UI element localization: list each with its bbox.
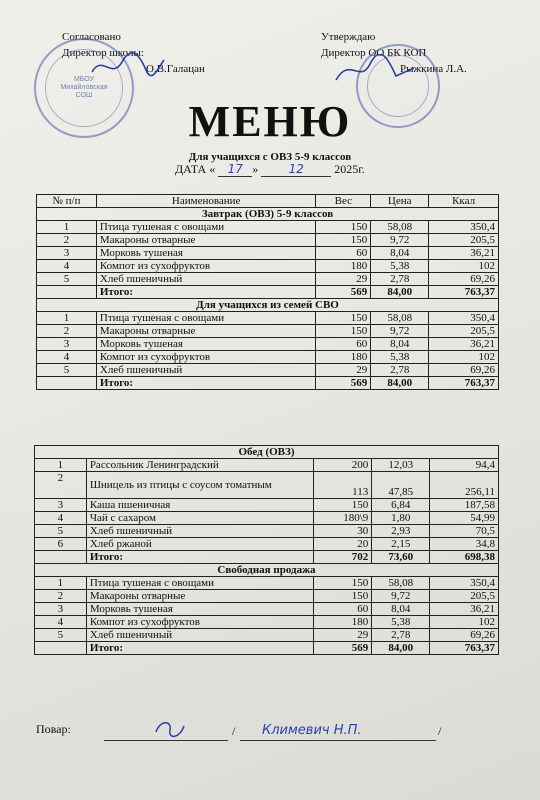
table-cell: 5,38 <box>371 351 429 364</box>
cook-signature-line <box>104 740 228 741</box>
table-cell: 2 <box>37 325 97 338</box>
table-cell: 69,26 <box>429 273 499 286</box>
table-row <box>37 325 499 338</box>
table-cell: Птица тушеная с овощами <box>96 312 316 325</box>
table-cell: 205,5 <box>430 590 499 603</box>
cook-slash-left: / <box>232 724 236 738</box>
table-cell: Хлеб пшеничный <box>96 364 316 377</box>
table-cell: Хлеб пшеничный <box>96 273 316 286</box>
table-cell: Макароны отварные <box>96 234 316 247</box>
table-cell: Птица тушеная с овощами <box>96 221 316 234</box>
table-cell: 569 <box>316 377 371 390</box>
lunch-table <box>34 445 499 655</box>
table-row <box>35 616 499 629</box>
table-cell: 34,8 <box>430 538 499 551</box>
table-cell <box>37 286 97 299</box>
table-cell <box>37 377 97 390</box>
col-header-price: Цена <box>371 195 429 208</box>
table-cell: 29 <box>316 273 371 286</box>
table-cell: Компот из сухофруктов <box>96 260 316 273</box>
col-header-num: № п/п <box>37 195 97 208</box>
school-director-label: Директор школы: <box>62 47 144 59</box>
table-cell: 2,78 <box>371 364 429 377</box>
table-cell: 180\9 <box>314 512 372 525</box>
section-title: Обед (ОВЗ) <box>35 446 499 459</box>
table-cell: 2,78 <box>371 273 429 286</box>
table-cell: 180 <box>314 616 372 629</box>
table-cell: 205,5 <box>429 234 499 247</box>
table-cell: 2 <box>37 234 97 247</box>
table-cell: 9,72 <box>371 325 429 338</box>
table-row <box>37 312 499 325</box>
col-header-name: Наименование <box>96 195 316 208</box>
table-cell: 1 <box>35 459 87 472</box>
table-cell: 5 <box>35 629 87 642</box>
table-cell: 36,21 <box>430 603 499 616</box>
date-line <box>175 162 365 177</box>
table-cell: 8,04 <box>371 247 429 260</box>
date-year: 2025г. <box>334 162 365 176</box>
table-cell: 763,37 <box>429 377 499 390</box>
table-cell: 256,11 <box>430 472 499 499</box>
approved-label: Утверждаю <box>321 31 376 43</box>
table-cell: 6,84 <box>372 499 430 512</box>
cook-slash-right: / <box>438 724 442 738</box>
table-cell: Шницель из птицы с соусом томатным <box>86 472 314 499</box>
table-row <box>35 499 499 512</box>
org-director-name: Рыжкина Л.А. <box>400 63 467 75</box>
table-cell: 47,85 <box>372 472 430 499</box>
section-row <box>37 208 499 221</box>
table-cell: 350,4 <box>429 221 499 234</box>
cook-label: Повар: <box>36 722 71 736</box>
table-cell: 2,15 <box>372 538 430 551</box>
table-cell: 180 <box>316 260 371 273</box>
table-row <box>37 338 499 351</box>
table-cell: 150 <box>314 499 372 512</box>
table-cell: Каша пшеничная <box>86 499 314 512</box>
table-cell: 8,04 <box>371 338 429 351</box>
table-cell: 4 <box>37 260 97 273</box>
date-quote: » <box>252 162 259 176</box>
table-cell: 94,4 <box>430 459 499 472</box>
table-row <box>37 273 499 286</box>
date-label: ДАТА « <box>175 162 216 176</box>
table-cell: Хлеб пшеничный <box>86 629 314 642</box>
table-cell: 54,99 <box>430 512 499 525</box>
table-cell: Птица тушеная с овощами <box>86 577 314 590</box>
table-cell: 187,58 <box>430 499 499 512</box>
table-cell: 69,26 <box>429 364 499 377</box>
table-cell: Морковь тушеная <box>96 247 316 260</box>
col-header-weight: Вес <box>316 195 371 208</box>
table-cell: 8,04 <box>372 603 430 616</box>
section-title: Завтрак (ОВЗ) 5-9 классов <box>37 208 499 221</box>
cook-name-line <box>240 740 436 741</box>
table-row <box>37 260 499 273</box>
table-cell: 58,08 <box>371 221 429 234</box>
date-month: 12 <box>261 162 331 177</box>
table-cell: 29 <box>316 364 371 377</box>
total-row <box>35 551 499 564</box>
table-cell: 180 <box>316 351 371 364</box>
org-director-signature <box>330 54 420 88</box>
table-cell: 350,4 <box>429 312 499 325</box>
table-cell: 350,4 <box>430 577 499 590</box>
agreed-label: Согласовано <box>62 31 121 43</box>
table-cell: 569 <box>314 642 372 655</box>
table-cell: 9,72 <box>371 234 429 247</box>
table-cell: Итого: <box>86 642 314 655</box>
table-cell: 2,78 <box>372 629 430 642</box>
table-cell: 73,60 <box>372 551 430 564</box>
table-cell: 84,00 <box>371 286 429 299</box>
table-row <box>35 590 499 603</box>
table-cell: 1,80 <box>372 512 430 525</box>
table-cell: 102 <box>429 351 499 364</box>
table-cell: 1 <box>35 577 87 590</box>
table-cell: 69,26 <box>430 629 499 642</box>
table-cell: 2,93 <box>372 525 430 538</box>
table-row <box>37 247 499 260</box>
section-row <box>37 299 499 312</box>
table-cell: 3 <box>37 338 97 351</box>
breakfast-table <box>36 194 499 390</box>
cook-name: Климевич Н.П. <box>262 723 362 738</box>
table-cell: 2 <box>35 472 87 499</box>
table-cell: 763,37 <box>429 286 499 299</box>
table-cell: Итого: <box>96 286 316 299</box>
table-cell: 36,21 <box>429 338 499 351</box>
table-cell: 150 <box>316 234 371 247</box>
table-row <box>37 364 499 377</box>
section-title: Для учащихся из семей СВО <box>37 299 499 312</box>
table-cell: 1 <box>37 221 97 234</box>
school-director-signature <box>88 50 168 82</box>
page-subtitle: Для учащихся с ОВЗ 5-9 классов <box>188 151 352 163</box>
table-cell: 5 <box>37 273 97 286</box>
table-cell: 569 <box>316 286 371 299</box>
table-cell: 4 <box>35 512 87 525</box>
table-cell: Макароны отварные <box>86 590 314 603</box>
table-row <box>35 577 499 590</box>
table-row <box>35 538 499 551</box>
org-director-label: Директор ОО БК КОП <box>321 47 427 59</box>
table-cell: 5 <box>37 364 97 377</box>
table-cell: 698,38 <box>430 551 499 564</box>
table-cell: Макароны отварные <box>96 325 316 338</box>
cook-signature <box>150 718 190 740</box>
table-cell: 205,5 <box>429 325 499 338</box>
table-cell: 102 <box>430 616 499 629</box>
table-cell: 2 <box>35 590 87 603</box>
table-cell: 9,72 <box>372 590 430 603</box>
total-row <box>37 377 499 390</box>
table-cell: 3 <box>35 499 87 512</box>
table-cell: 4 <box>35 616 87 629</box>
total-row <box>37 286 499 299</box>
table-cell: 84,00 <box>372 642 430 655</box>
table-cell: 150 <box>316 312 371 325</box>
table-cell: 150 <box>316 221 371 234</box>
table-cell: 30 <box>314 525 372 538</box>
table-cell: 3 <box>35 603 87 616</box>
table-cell: Хлеб пшеничный <box>86 525 314 538</box>
table-cell: 60 <box>316 247 371 260</box>
table-cell: Чай с сахаром <box>86 512 314 525</box>
school-stamp-text: МБОУ Михайловская СОШ <box>60 76 108 99</box>
table-cell: 36,21 <box>429 247 499 260</box>
table-cell: 4 <box>37 351 97 364</box>
table-cell: 150 <box>314 590 372 603</box>
table-row <box>37 221 499 234</box>
table-cell: 1 <box>37 312 97 325</box>
section-title: Свободная продажа <box>35 564 499 577</box>
school-director-name: О.В.Галацан <box>146 63 205 75</box>
table-cell: 5,38 <box>372 616 430 629</box>
table-cell: Итого: <box>96 377 316 390</box>
table-header-row <box>37 195 499 208</box>
table-cell: 20 <box>314 538 372 551</box>
table-cell: Компот из сухофруктов <box>96 351 316 364</box>
table-cell: 5 <box>35 525 87 538</box>
table-cell: 70,5 <box>430 525 499 538</box>
table-cell: 6 <box>35 538 87 551</box>
table-cell: 60 <box>314 603 372 616</box>
page-title: МЕНЮ <box>188 97 352 146</box>
table-cell: Морковь тушеная <box>96 338 316 351</box>
table-cell: 5,38 <box>371 260 429 273</box>
table-cell: 29 <box>314 629 372 642</box>
table-cell: 84,00 <box>371 377 429 390</box>
section-row <box>35 446 499 459</box>
table-row <box>35 629 499 642</box>
table-cell: 113 <box>314 472 372 499</box>
table-row <box>35 512 499 525</box>
table-row <box>35 603 499 616</box>
date-day: 17 <box>218 162 252 177</box>
table-cell: Рассольник Ленинградский <box>86 459 314 472</box>
table-cell: 150 <box>316 325 371 338</box>
table-cell: 3 <box>37 247 97 260</box>
total-row <box>35 642 499 655</box>
table-cell: Хлеб ржаной <box>86 538 314 551</box>
table-cell: 200 <box>314 459 372 472</box>
table-cell: Итого: <box>86 551 314 564</box>
table-cell <box>35 642 87 655</box>
table-cell: 12,03 <box>372 459 430 472</box>
table-cell: Компот из сухофруктов <box>86 616 314 629</box>
table-row <box>35 459 499 472</box>
table-cell: 763,37 <box>430 642 499 655</box>
table-cell: 58,08 <box>371 312 429 325</box>
table-row <box>37 234 499 247</box>
table-row <box>35 472 499 499</box>
table-row <box>37 351 499 364</box>
table-cell: Морковь тушеная <box>86 603 314 616</box>
col-header-kcal: Ккал <box>429 195 499 208</box>
table-row <box>35 525 499 538</box>
table-cell: 702 <box>314 551 372 564</box>
table-cell: 102 <box>429 260 499 273</box>
table-cell <box>35 551 87 564</box>
table-cell: 60 <box>316 338 371 351</box>
table-cell: 58,08 <box>372 577 430 590</box>
table-cell: 150 <box>314 577 372 590</box>
section-row <box>35 564 499 577</box>
